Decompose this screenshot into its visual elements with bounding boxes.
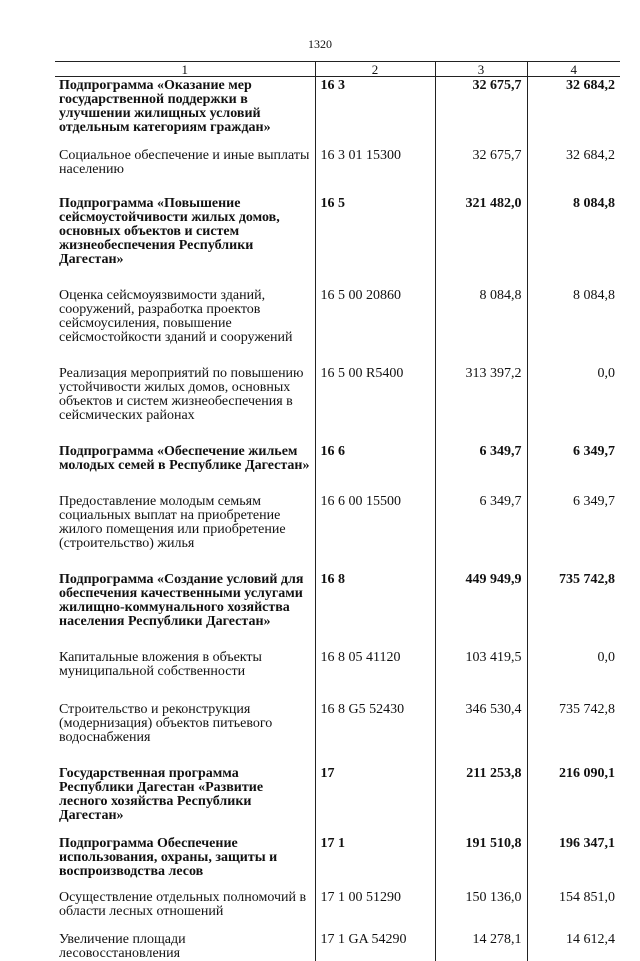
row-code: 17 1 [315,837,435,891]
row-code: 17 1 GA 54290 [315,933,435,961]
row-name: Социальное обеспечение и иные выплаты населению [55,149,315,197]
table-row [55,495,620,573]
table-row [55,149,620,197]
row-value-col4: 216 090,1 [527,767,620,837]
row-value-col4: 196 347,1 [527,837,620,891]
row-name: Капитальные вложения в объекты муниципальной собственности [55,651,315,703]
row-name: Подпрограмма Обеспечение использования, охраны, защиты и воспроизводства лесов [55,837,315,891]
row-value-col4: 32 684,2 [527,77,620,150]
row-value-col4: 32 684,2 [527,149,620,197]
table-row [55,651,620,703]
row-value-col4: 6 349,7 [527,495,620,573]
row-name: Реализация мероприятий по повышению устойчивости жилых домов, основных объектов и систем жизнеобеспечения в сейсмических районах [55,367,315,445]
row-value-col3: 449 949,9 [435,573,527,651]
row-code: 16 8 [315,573,435,651]
row-value-col3: 8 084,8 [435,289,527,367]
table-row [55,891,620,933]
page-number: 1320 [0,37,640,52]
row-value-col3: 103 419,5 [435,651,527,703]
row-value-col3: 14 278,1 [435,933,527,961]
row-code: 16 6 [315,445,435,495]
row-code: 16 6 00 15500 [315,495,435,573]
row-code: 16 5 [315,197,435,289]
row-code: 16 5 00 R5400 [315,367,435,445]
column-header-3: 3 [435,62,527,77]
table-row [55,77,620,150]
column-header-2: 2 [315,62,435,77]
row-name: Увеличение площади лесовосстановления [55,933,315,961]
row-code: 17 1 00 51290 [315,891,435,933]
row-value-col3: 313 397,2 [435,367,527,445]
row-name: Подпрограмма «Обеспечение жильем молодых семей в Республике Дагестан» [55,445,315,495]
table-header [55,62,620,77]
row-value-col4: 735 742,8 [527,703,620,767]
row-value-col3: 211 253,8 [435,767,527,837]
row-name: Оценка сейсмоуязвимости зданий, сооружений, разработка проектов сейсмоусиления, повышение сейсмостойкости зданий и сооружений [55,289,315,367]
table-row [55,573,620,651]
row-value-col4: 8 084,8 [527,289,620,367]
row-value-col4: 14 612,4 [527,933,620,961]
column-header-1: 1 [55,62,315,77]
row-value-col4: 735 742,8 [527,573,620,651]
row-name: Осуществление отдельных полномочий в области лесных отношений [55,891,315,933]
table-row [55,933,620,961]
table-body [55,77,620,961]
table-row [55,767,620,837]
row-value-col3: 321 482,0 [435,197,527,289]
row-value-col3: 32 675,7 [435,149,527,197]
row-code: 16 8 05 41120 [315,651,435,703]
budget-table [55,61,620,961]
row-value-col4: 0,0 [527,651,620,703]
row-name: Подпрограмма «Создание условий для обеспечения качественными услугами жилищно-коммунального хозяйства населения Республики Дагестан» [55,573,315,651]
row-code: 16 3 01 15300 [315,149,435,197]
table-row [55,367,620,445]
table-row [55,837,620,891]
row-code: 17 [315,767,435,837]
row-value-col4: 6 349,7 [527,445,620,495]
row-value-col4: 154 851,0 [527,891,620,933]
row-value-col3: 150 136,0 [435,891,527,933]
row-name: Подпрограмма «Оказание мер государственной поддержки в улучшении жилищных условий отдельным категориям граждан» [55,77,315,150]
row-code: 16 8 G5 52430 [315,703,435,767]
row-name: Государственная программа Республики Дагестан «Развитие лесного хозяйства Республики Дагестан» [55,767,315,837]
row-name: Предоставление молодым семьям социальных выплат на приобретение жилого помещения или приобретение (строительство) жилья [55,495,315,573]
table-row [55,289,620,367]
row-value-col3: 191 510,8 [435,837,527,891]
column-header-4: 4 [527,62,620,77]
table-row [55,197,620,289]
table-row [55,703,620,767]
row-code: 16 5 00 20860 [315,289,435,367]
row-value-col3: 32 675,7 [435,77,527,150]
row-value-col4: 0,0 [527,367,620,445]
row-value-col4: 8 084,8 [527,197,620,289]
row-value-col3: 346 530,4 [435,703,527,767]
table-row [55,445,620,495]
row-code: 16 3 [315,77,435,150]
row-value-col3: 6 349,7 [435,445,527,495]
row-name: Строительство и реконструкция (модернизация) объектов питьевого водоснабжения [55,703,315,767]
row-name: Подпрограмма «Повышение сейсмоустойчивости жилых домов, основных объектов и систем жизнеобеспечения Республики Дагестан» [55,197,315,289]
row-value-col3: 6 349,7 [435,495,527,573]
